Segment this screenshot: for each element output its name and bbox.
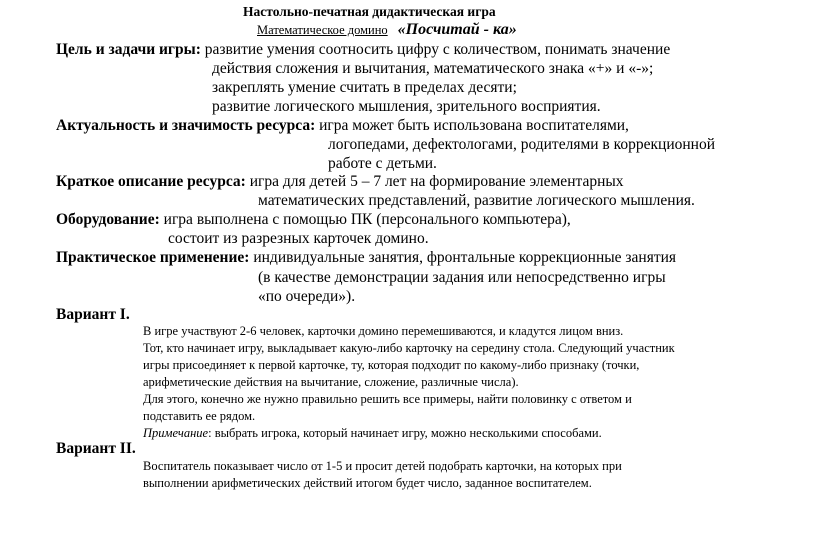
goals-line-1 — [56, 42, 670, 58]
goals-line-4: развитие логического мышления, зрительного восприятия. — [212, 98, 601, 115]
equipment-text-1: игра выполнена с помощью ПК (персонального компьютера), — [163, 211, 571, 228]
variant1-line-1: В игре участвуют 2-6 человек, карточки домино перемешиваются, и кладутся лицом вниз. — [143, 324, 624, 338]
description-text-1: игра для детей 5 – 7 лет на формирование элементарных — [249, 173, 624, 190]
goals-line-2: действия сложения и вычитания, математического знака «+» и «-»; — [212, 60, 654, 77]
description-label: Краткое описание ресурса: — [56, 173, 246, 190]
note-text: : выбрать игрока, который начинает игру, можно несколькими способами. — [208, 426, 602, 440]
application-line-3: «по очереди»). — [258, 288, 356, 305]
goals-line-3: закреплять умение считать в пределах десяти; — [212, 79, 517, 96]
variant2-line-1: Воспитатель показывает число от 1-5 и просит детей подобрать карточки, на которых при — [143, 459, 622, 473]
variant1-line-6: подставить ее рядом. — [143, 409, 256, 423]
variant1-line-2: Тот, кто начинает игру, выкладывает какую-либо карточку на середину стола. Следующий участник — [143, 341, 675, 355]
application-line-1 — [56, 250, 676, 266]
relevance-line-1 — [56, 118, 629, 134]
application-label: Практическое применение: — [56, 249, 250, 266]
equipment-line-1 — [56, 212, 571, 228]
description-line-1 — [56, 174, 624, 190]
relevance-label: Актуальность и значимость ресурса: — [56, 117, 316, 134]
relevance-text-1: игра может быть использована воспитателями, — [319, 117, 629, 134]
variant1-line-5: Для этого, конечно же нужно правильно решить все примеры, найти половинку с ответом и — [143, 392, 632, 406]
note-label: Примечание — [143, 426, 209, 440]
description-line-2: математических представлений, развитие логического мышления. — [258, 192, 695, 209]
application-text-1: индивидуальные занятия, фронтальные коррекционные занятия — [253, 249, 677, 266]
variant1-note — [143, 427, 602, 440]
application-line-2: (в качестве демонстрации задания или непосредственно игры — [258, 269, 666, 286]
subtitle-prefix: Математическое домино — [257, 23, 388, 37]
page-title: Настольно-печатная дидактическая игра — [243, 4, 496, 19]
variant2-line-2: выполнении арифметических действий итогом будет число, заданное воспитателем. — [143, 476, 592, 490]
relevance-line-2: логопедами, дефектологами, родителями в коррекционной — [328, 136, 715, 153]
variant1-line-4: арифметические действия на вычитание, сложение, различные числа). — [143, 375, 519, 389]
game-name: «Посчитай - ка» — [397, 21, 517, 38]
subtitle — [257, 22, 517, 38]
equipment-label: Оборудование: — [56, 211, 160, 228]
variant1-title: Вариант I. — [56, 306, 130, 323]
variant1-line-3: игры присоединяет к первой карточке, ту, которая подходит по какому-либо признаку (точки, — [143, 358, 640, 372]
variant2-title: Вариант II. — [56, 440, 136, 457]
relevance-line-3: работе с детьми. — [328, 155, 437, 172]
equipment-line-2: состоит из разрезных карточек домино. — [168, 230, 429, 247]
goals-text-1: развитие умения соотносить цифру с количеством, понимать значение — [204, 41, 671, 58]
goals-label: Цель и задачи игры: — [56, 41, 201, 58]
